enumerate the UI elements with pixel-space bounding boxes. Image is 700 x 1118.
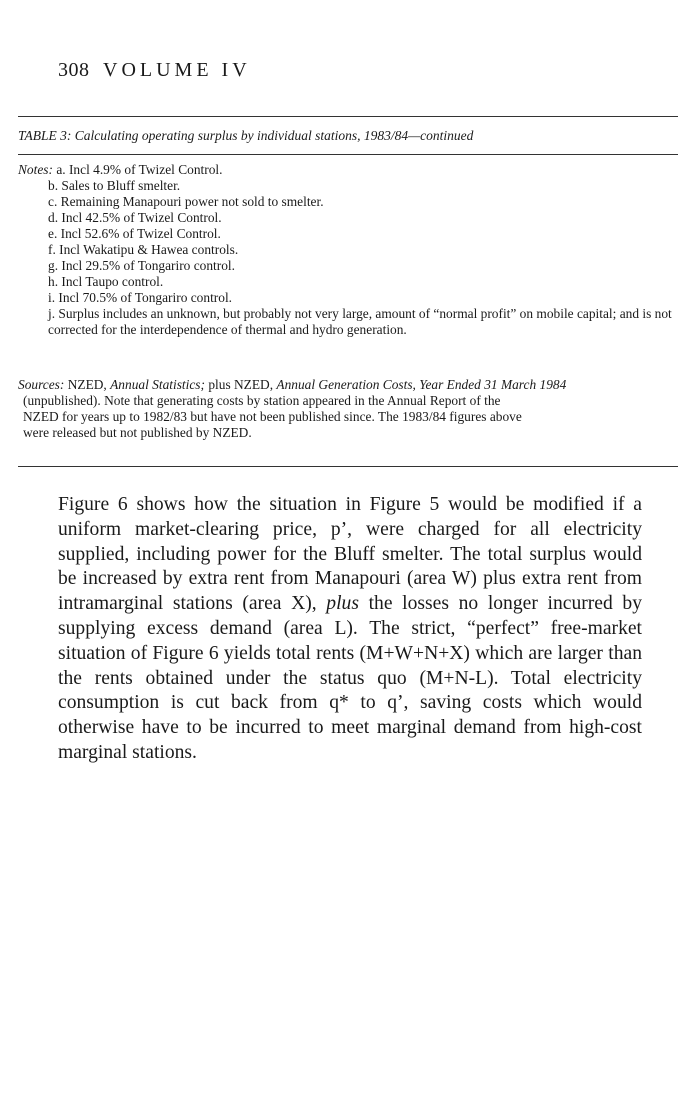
- body-paragraph: Figure 6 shows how the situation in Figure 5 would be modified if a uniform market-clearing price, p’, were charged for all electricity supplied, including power for the Bluff smelter. The total surplus would be increased by extra rent from Manapouri (area W) plus extra rent from intramarginal stations (area X), plus the losses no longer incurred by supplying excess demand (area L). The strict, “perfect” free-market situation of Figure 6 yields total rents (M+W+N+X) which are larger than the rents obtained under the status quo (M+N-L). Total electricity consumption is cut back from q* to q’, saving costs which would otherwise have to be incurred to meet marginal demand from high-cost marginal stations.: [58, 494, 642, 763]
- sources-line-3: NZED for years up to 1982/83 but have not been published since. The 1983/84 figures above: [23, 409, 522, 424]
- note-i: i. Incl 70.5% of Tongariro control.: [48, 290, 233, 305]
- table-sources: [18, 377, 683, 441]
- emphasis-plus: plus: [326, 593, 359, 615]
- note-f: f. Incl Wakatipu & Hawea controls.: [48, 242, 239, 257]
- sources-line-1: Sources: NZED, Annual Statistics; plus NZED, Annual Generation Costs, Year Ended 31 March 1984: [18, 377, 567, 392]
- source-title-generation-costs: Annual Generation Costs, Year Ended 31 March 1984: [276, 377, 567, 392]
- note-a: Notes: a. Incl 4.9% of Twizel Control.: [18, 162, 223, 177]
- note-c: c. Remaining Manapouri power not sold to smelter.: [48, 194, 324, 209]
- sources-line-4: were released but not published by NZED.: [23, 425, 252, 440]
- note-g: g. Incl 29.5% of Tongariro control.: [48, 258, 235, 273]
- table-caption: TABLE 3: Calculating operating surplus by individual stations, 1983/84—continued: [18, 128, 474, 143]
- note-h: h. Incl Taupo control.: [48, 274, 164, 289]
- volume-title: VOLUME IV: [103, 59, 251, 81]
- source-title-annual-statistics: Annual Statistics;: [110, 377, 205, 392]
- note-d: d. Incl 42.5% of Twizel Control.: [48, 210, 222, 225]
- sources-line-2: (unpublished). Note that generating costs by station appeared in the Annual Report of the: [23, 393, 501, 408]
- note-b: b. Sales to Bluff smelter.: [48, 178, 181, 193]
- note-j: j. Surplus includes an unknown, but probably not very large, amount of “normal profit” on mobile capital; and is not corrected for the interdependence of thermal and hydro generation.: [48, 306, 672, 337]
- sources-rule: [18, 466, 678, 467]
- notes-label: Notes:: [18, 162, 53, 177]
- caption-rule: [18, 154, 678, 155]
- top-rule: [18, 116, 678, 117]
- page-header: [58, 59, 251, 82]
- page-number: 308: [58, 59, 90, 81]
- sources-label: Sources:: [18, 377, 65, 392]
- note-e: e. Incl 52.6% of Twizel Control.: [48, 226, 221, 241]
- table-notes: [18, 162, 683, 338]
